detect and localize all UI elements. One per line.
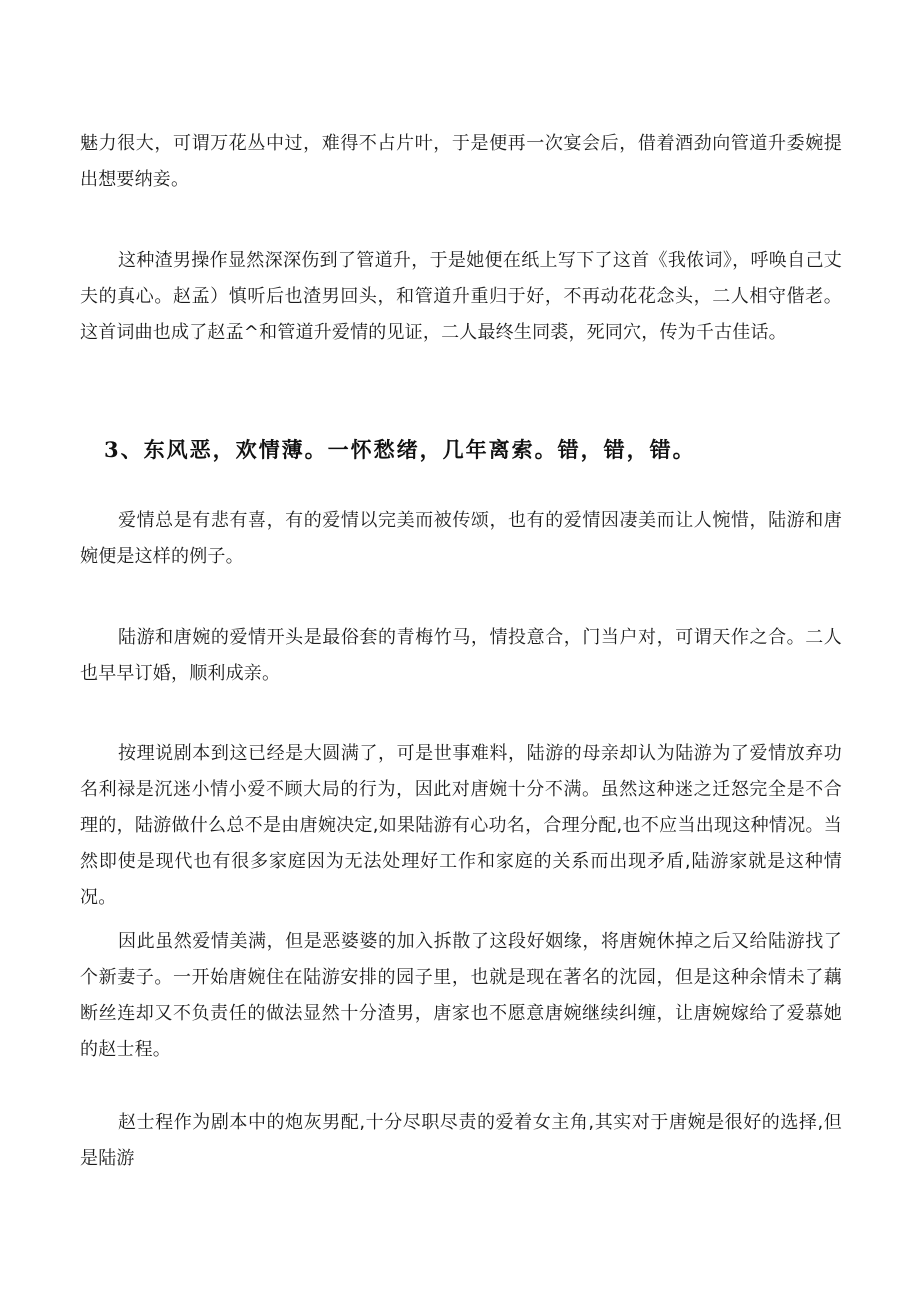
paragraph-love-intro: 爱情总是有悲有喜，有的爱情以完美而被传颂，也有的爱情因凄美而让人惋惜，陆游和唐婉便是这样的例子。 [80, 510, 842, 567]
paragraph-wo-nong-ci: 这种渣男操作显然深深伤到了管道升，于是她便在纸上写下了这首《我侬词》，呼唤自己丈夫的真心。赵孟）慎听后也渣男回头，和管道升重归于好，不再动花花念头，二人相守偕老。这首词曲也成了赵孟^和管道升爱情的见证，二人最终生同裘，死同穴，传为千古佳话。 [80, 250, 842, 343]
paragraph-continued: 魅力很大，可谓万花丛中过，难得不占片叶，于是便再一次宴会后，借着酒劲向管道升委婉提出想要纳妾。 [80, 133, 842, 190]
paragraph-mother: 按理说剧本到这已经是大圆满了，可是世事难料，陆游的母亲却认为陆游为了爱情放弃功名利禄是沉迷小情小爱不顾大局的行为，因此对唐婉十分不满。虽然这种迷之迁怒完全是不合理的，陆游做什么总不是由唐婉决定,如果陆游有心功名，合理分配,也不应当出现这种情况。当然即使是现代也有很多家庭因为无法处理好工作和家庭的关系而出现矛盾,陆游家就是这种情况。 [80, 743, 842, 908]
paragraph-separation: 因此虽然爱情美满，但是恶婆婆的加入拆散了这段好姻缘，将唐婉休掉之后又给陆游找了个新妻子。一开始唐婉住在陆游安排的园子里，也就是现在著名的沈园，但是这种余情未了藕断丝连却又不负责任的做法显然十分渣男，唐家也不愿意唐婉继续纠缠，让唐婉嫁给了爱慕她的赵士程。 [80, 931, 842, 1060]
section-heading: 3、东风恶，欢情薄。一怀愁绪，几年离索。错，错，错。 [104, 437, 696, 462]
paragraph-childhood: 陆游和唐婉的爱情开头是最俗套的青梅竹马，情投意合，门当户对，可谓天作之合。二人也早早订婚，顺利成亲。 [80, 627, 842, 684]
paragraph-zhao-shicheng: 赵士程作为剧本中的炮灰男配,十分尽职尽责的爱着女主角,其实对于唐婉是很好的选择,但是陆游 [80, 1112, 842, 1169]
